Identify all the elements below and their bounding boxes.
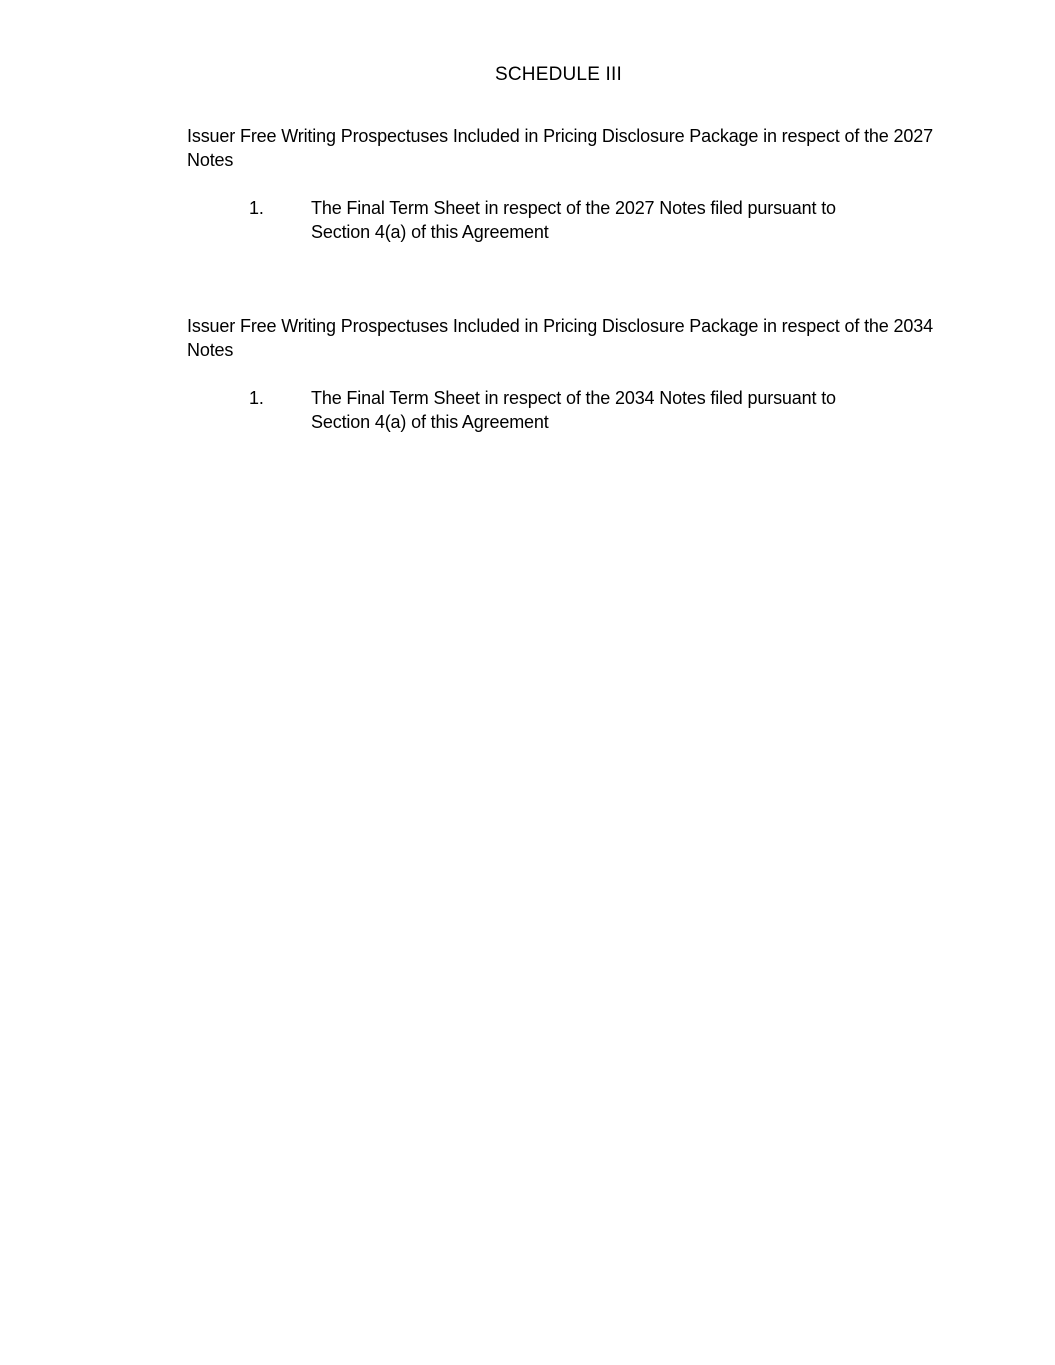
list-item <box>187 196 881 244</box>
list-item-text: The Final Term Sheet in respect of the 2034 Notes filed pursuant to Section 4(a) of this Agreement <box>311 388 836 432</box>
list-item-number: 1. <box>249 198 264 218</box>
section-heading: Issuer Free Writing Prospectuses Included in Pricing Disclosure Package in respect of the 2027 Notes <box>187 126 933 170</box>
list-item-number: 1. <box>249 388 264 408</box>
section-heading: Issuer Free Writing Prospectuses Included in Pricing Disclosure Package in respect of the 2034 Notes <box>187 316 933 360</box>
section-2027-notes <box>187 124 947 244</box>
list-item <box>187 386 881 434</box>
list-item-text: The Final Term Sheet in respect of the 2027 Notes filed pursuant to Section 4(a) of this Agreement <box>311 198 836 242</box>
section-2034-notes <box>187 314 947 434</box>
schedule-title: SCHEDULE III <box>495 64 622 85</box>
